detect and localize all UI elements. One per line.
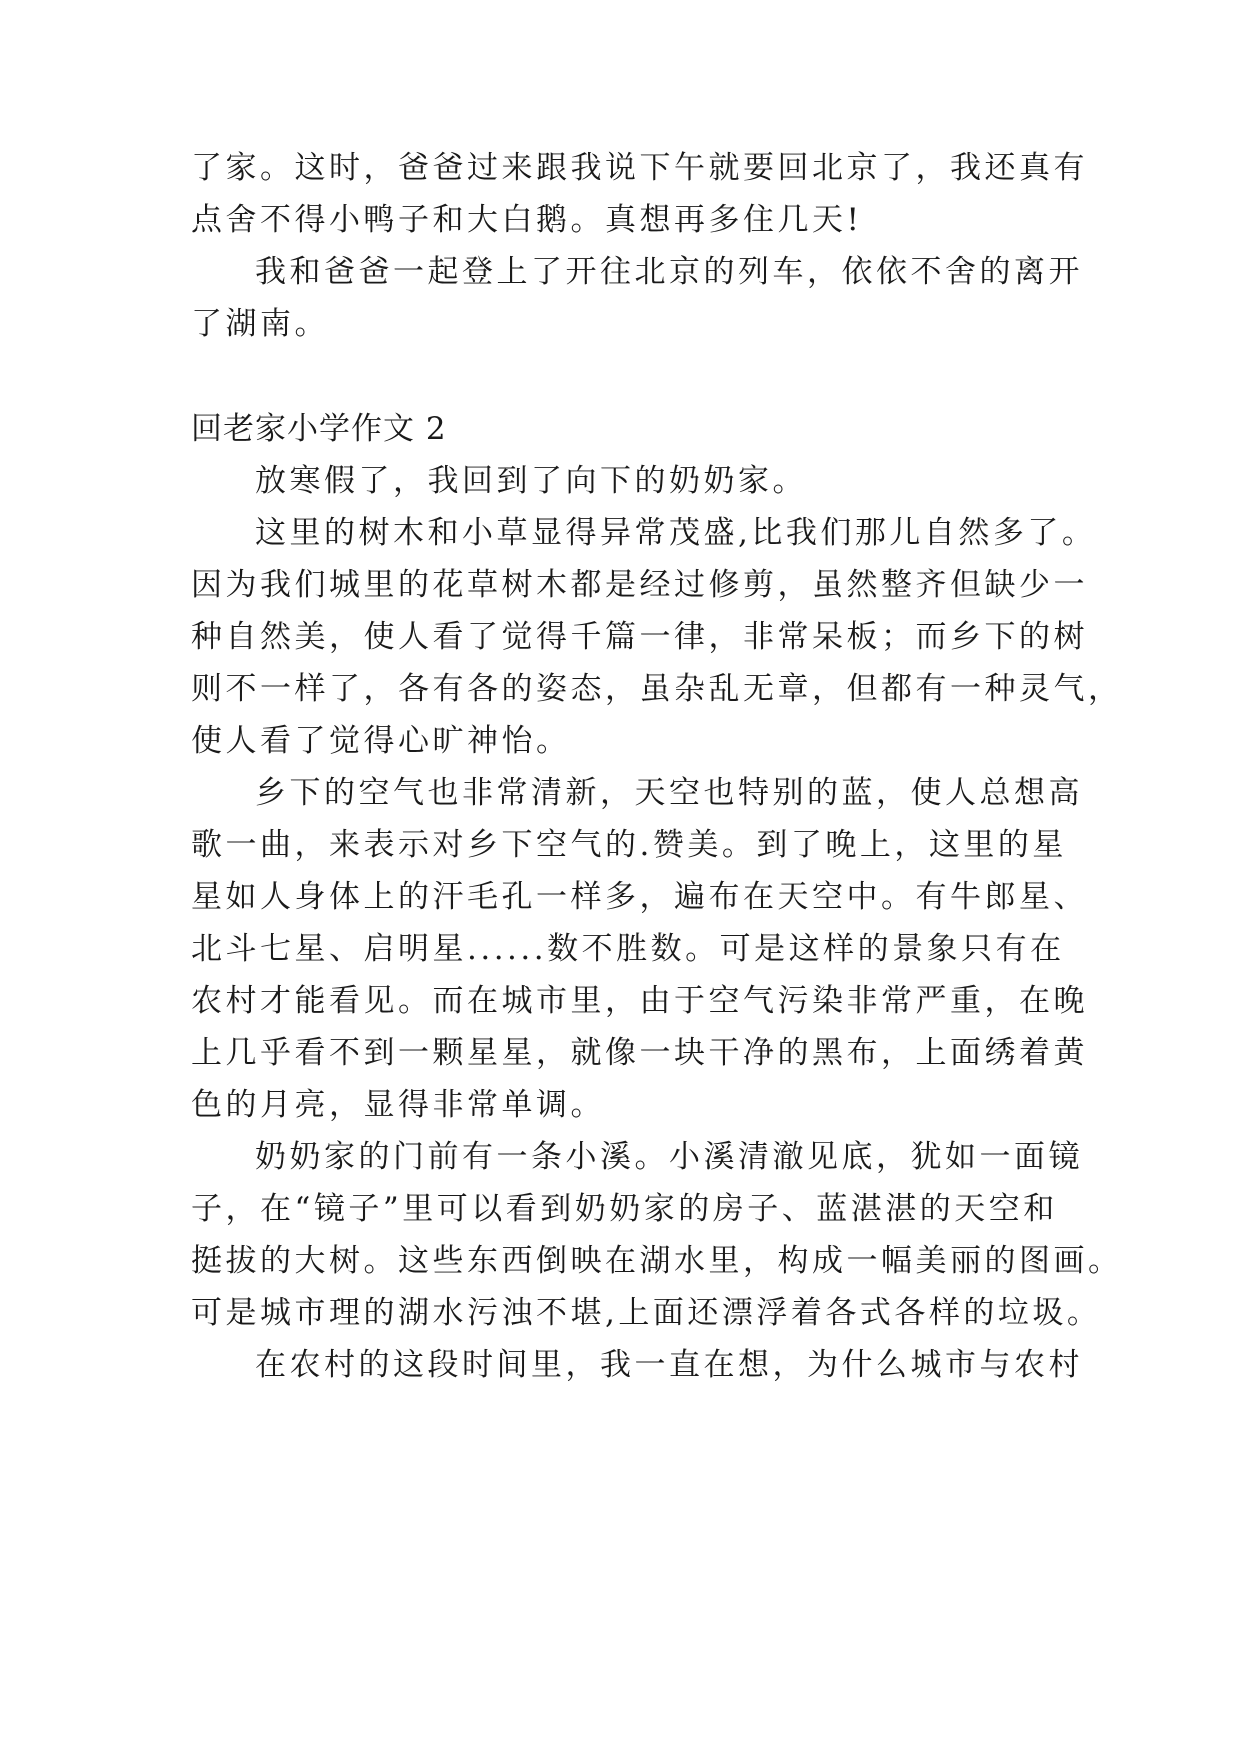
body-text-line: 放寒假了，我回到了向下的奶奶家。 [255,463,807,499]
body-text-line: 色的月亮，显得非常单调。 [191,1087,605,1123]
body-text-line: 我和爸爸一起登上了开往北京的列车，依依不舍的离开 [255,254,1083,290]
body-text-line: 点舍不得小鸭子和大白鹅。真想再多住几天! [191,202,863,238]
body-text-line: 种自然美，使人看了觉得千篇一律，非常呆板；而乡下的树 [191,619,1088,655]
body-text-line: 挺拔的大树。这些东西倒映在湖水里，构成一幅美丽的图画。 [191,1243,1123,1279]
body-text-line: 因为我们城里的花草树木都是经过修剪，虽然整齐但缺少一 [191,567,1088,603]
body-text-line: 农村才能看见。而在城市里，由于空气污染非常严重，在晚 [191,983,1088,1019]
section-title: 回老家小学作文 2 [191,411,447,447]
body-text-line: 可是城市理的湖水污浊不堪,上面还漂浮着各式各样的垃圾。 [191,1295,1102,1331]
body-text-line: 了湖南。 [191,306,329,342]
body-text-line: 子，在“镜子”里可以看到奶奶家的房子、蓝湛湛的天空和 [191,1191,1058,1227]
body-text-line: 则不一样了，各有各的姿态，虽杂乱无章，但都有一种灵气， [191,671,1123,707]
body-text-line: 在农村的这段时间里，我一直在想，为什么城市与农村 [255,1347,1083,1383]
body-text-line: 歌一曲，来表示对乡下空气的.赞美。到了晚上，这里的星 [191,827,1067,863]
body-text-line: 上几乎看不到一颗星星，就像一块干净的黑布，上面绣着黄 [191,1035,1088,1071]
body-text-line: 奶奶家的门前有一条小溪。小溪清澈见底，犹如一面镜 [255,1139,1083,1175]
body-text-line: 北斗七星、启明星......数不胜数。可是这样的景象只有在 [191,931,1065,967]
body-text-line: 使人看了觉得心旷神怡。 [191,723,571,759]
body-text-line: 了家。这时，爸爸过来跟我说下午就要回北京了，我还真有 [191,150,1088,186]
body-text-line: 星如人身体上的汗毛孔一样多，遍布在天空中。有牛郎星、 [191,879,1088,915]
body-text-line: 这里的树木和小草显得异常茂盛,比我们那儿自然多了。 [255,515,1097,551]
body-text-line: 乡下的空气也非常清新，天空也特别的蓝，使人总想高 [255,775,1083,811]
